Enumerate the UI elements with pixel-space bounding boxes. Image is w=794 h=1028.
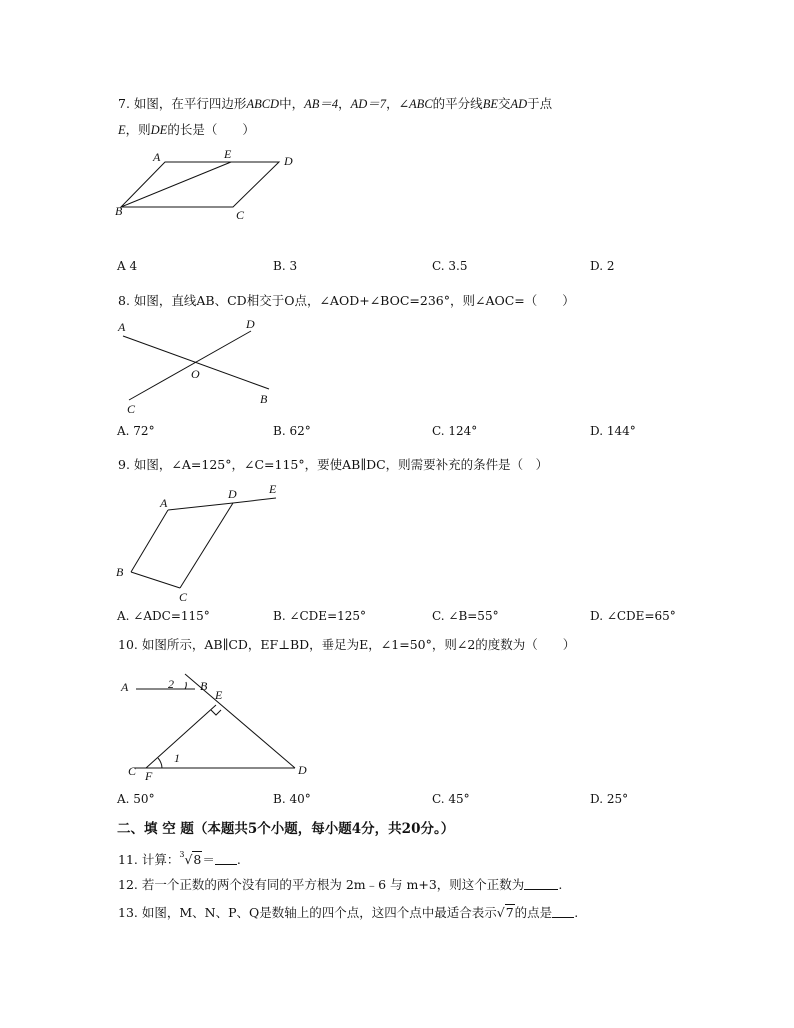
q7-label-b: B	[115, 204, 123, 218]
q11-cube-root: $^3$√8	[179, 850, 202, 868]
q8-label-d: D	[246, 317, 255, 331]
q8-option-c[interactable]: C. 124°	[432, 424, 478, 438]
q10-label-d: D	[298, 763, 307, 777]
q9-stem: 9. 如图，∠A=125°，∠C=115°，要使AB∥DC，则需要补充的条件是（ ）	[118, 457, 549, 472]
q7-option-b[interactable]: B. 3	[273, 259, 298, 273]
q12-stem: 12. 若一个正数的两个没有同的平方根为 2m﹣6 与 m+3，则这个正数为 .	[118, 877, 563, 892]
q12-answer-blank[interactable]	[524, 878, 558, 890]
q9-label-a: A	[160, 496, 168, 510]
q10-stem: 10. 如图所示，AB∥CD，EF⊥BD，垂足为E，∠1=50°，则∠2的度数为（ ）	[118, 637, 576, 652]
q10-option-b[interactable]: B. 40°	[273, 792, 311, 806]
q11-answer-blank[interactable]	[215, 853, 237, 865]
q7-label-d: D	[284, 154, 293, 168]
q9-label-c: C	[179, 590, 188, 604]
q8-stem: 8. 如图，直线AB、CD相交于O点，∠AOD+∠BOC=236°，则∠AOC=（ ）	[118, 293, 575, 308]
q9-option-a[interactable]: A. ∠ADC=115°	[117, 609, 210, 623]
q8-option-d[interactable]: D. 144°	[590, 424, 636, 438]
q7-label-a: A	[153, 150, 161, 164]
q10-label-a: A	[121, 680, 129, 694]
q8-label-b: B	[260, 392, 268, 406]
q8-option-b[interactable]: B. 62°	[273, 424, 311, 438]
q9-option-c[interactable]: C. ∠B=55°	[432, 609, 499, 623]
q8-label-c: C	[127, 402, 136, 416]
q10-option-d[interactable]: D. 25°	[590, 792, 629, 806]
q8-label-a: A	[118, 320, 126, 334]
q13-stem: 13. 如图，M、N、P、Q是数轴上的四个点，这四个点中最适合表示√7的点是 .	[118, 905, 579, 920]
q10-option-a[interactable]: A. 50°	[117, 792, 155, 806]
q10-option-c[interactable]: C. 45°	[432, 792, 470, 806]
q10-label-2: 2	[168, 677, 174, 691]
q9-label-d: D	[228, 487, 237, 501]
q8-option-a[interactable]: A. 72°	[117, 424, 155, 438]
q7-label-c: C	[236, 208, 245, 222]
q11-stem: 11. 计算：$^3$√8＝ .	[118, 850, 241, 868]
q7-stem-line2: E，则DE的长是（ ）	[118, 122, 255, 137]
q13-square-root: √7	[496, 905, 514, 920]
q10-label-1: 1	[174, 751, 180, 765]
q7-option-c[interactable]: C. 3.5	[432, 259, 468, 273]
q10-label-f: F	[145, 769, 153, 783]
q13-answer-blank[interactable]	[552, 906, 574, 918]
q10-label-b: B	[200, 679, 208, 693]
q8-intersecting-lines-figure	[112, 316, 292, 416]
q9-label-b: B	[116, 565, 124, 579]
q9-option-d[interactable]: D. ∠CDE=65°	[590, 609, 676, 623]
q9-quadrilateral-figure	[112, 478, 312, 603]
section-2-title: 二、填 空 题（本题共5个小题，每小题4分，共20分。）	[117, 821, 455, 837]
q10-label-c: C	[128, 764, 137, 778]
q10-parallel-lines-figure	[112, 668, 332, 788]
q10-label-e: E	[215, 688, 223, 702]
q7-parallelogram-figure	[112, 148, 312, 228]
q9-label-e: E	[269, 482, 277, 496]
q9-option-b[interactable]: B. ∠CDE=125°	[273, 609, 367, 623]
q7-label-e: E	[224, 147, 232, 161]
q7-option-d[interactable]: D. 2	[590, 259, 615, 273]
q7-option-a[interactable]: A 4	[117, 259, 138, 273]
q8-label-o: O	[191, 367, 200, 381]
q7-stem-line1: 7. 如图，在平行四边形ABCD中，AB＝4，AD＝7，∠ABC的平分线BE交AD于点	[118, 96, 553, 111]
